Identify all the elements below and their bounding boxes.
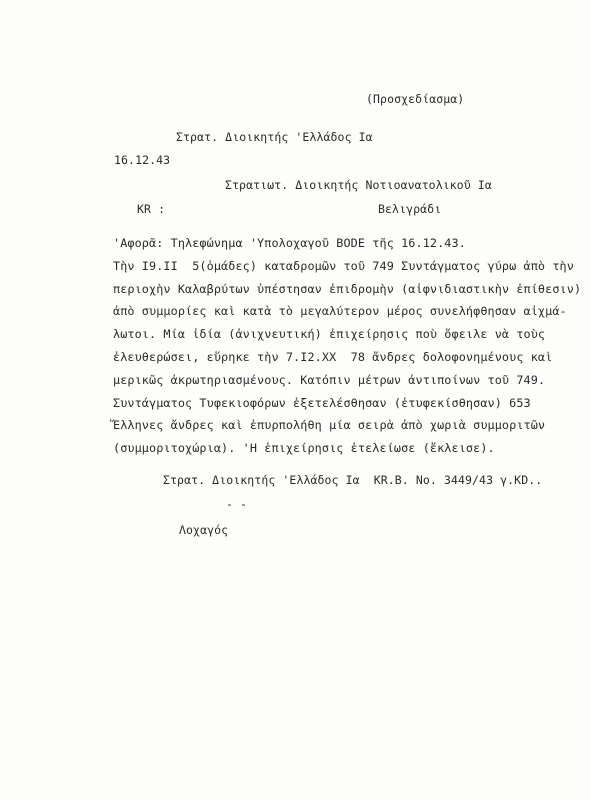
footer-reference-line: Στρατ. Διοικητής 'Ελλάδος Ια KR.B. No. 3449/43 γ.KD..: [163, 473, 543, 487]
body-line-8: Συντάγματος Τυφεκιοφόρων ἐξετελέσθησαν (ἐτυφεκίσθησαν) 653: [113, 396, 531, 410]
recipient-city: Βελιγράδι: [378, 202, 442, 216]
body-line-2: Τὴν I9.II 5(ὁμάδες) καταδρομῶν τοῦ 749 Συντάγματος γύρω ἀπὸ τὴν: [113, 259, 574, 273]
signature-rank: Λοχαγός: [179, 523, 229, 537]
body-line-9: Ἕλληνες ἄνδρες καὶ ἐπυρπολήθη μία σειρὰ ἀπὸ χωριὰ συμμοριτῶν: [113, 418, 546, 432]
signature-dashes: - -: [226, 497, 248, 511]
body-line-1: 'Αφορᾶ: Τηλεφώνημα 'Υπολοχαγοῦ BODE τῆς 16.12.43.: [113, 236, 466, 250]
draft-note: (Προσχεδίασμα): [366, 92, 465, 106]
body-line-10: (συμμοριτοχώρια). 'Η ἐπιχείρησις ἐτελείωσε (ἔκλεισε).: [113, 441, 495, 455]
body-line-3: περιοχὴν Καλαβρύτων ὑπέστησαν ἐπιδρομὴν (αἰφνιδιαστικὴν ἐπίθεσιν): [113, 282, 582, 296]
body-line-7: μερικῶς ἀκρωτηριασμένους. Κατόπιν μέτρων ἀντιποίνων τοῦ 749.: [113, 373, 546, 387]
body-line-5: λωτοι. Μία ἰδία (ἀνιχνευτική) ἐπιχείρησις ποὺ ὄφειλε νὰ τοὺς: [113, 327, 546, 341]
body-line-6: ἐλευθερώσει, εὕρηκε τὴν 7.I2.ΧΧ 78 ἄνδρες δολοφονημένους καὶ: [113, 350, 553, 364]
recipient-line: Στρατιωτ. Διοικητής Νοτιοανατολικοῦ Ια: [225, 178, 492, 192]
kr-label: KR :: [137, 202, 166, 216]
body-line-4: ἀπὸ συμμορίες καὶ κατὰ τὸ μεγαλύτερον μέρος συνελήφθησαν αἰχμά-: [113, 304, 567, 318]
sender-line: Στρατ. Διοικητής 'Ελλάδος Ια: [176, 130, 373, 144]
document-date: 16.12.43: [114, 153, 171, 167]
